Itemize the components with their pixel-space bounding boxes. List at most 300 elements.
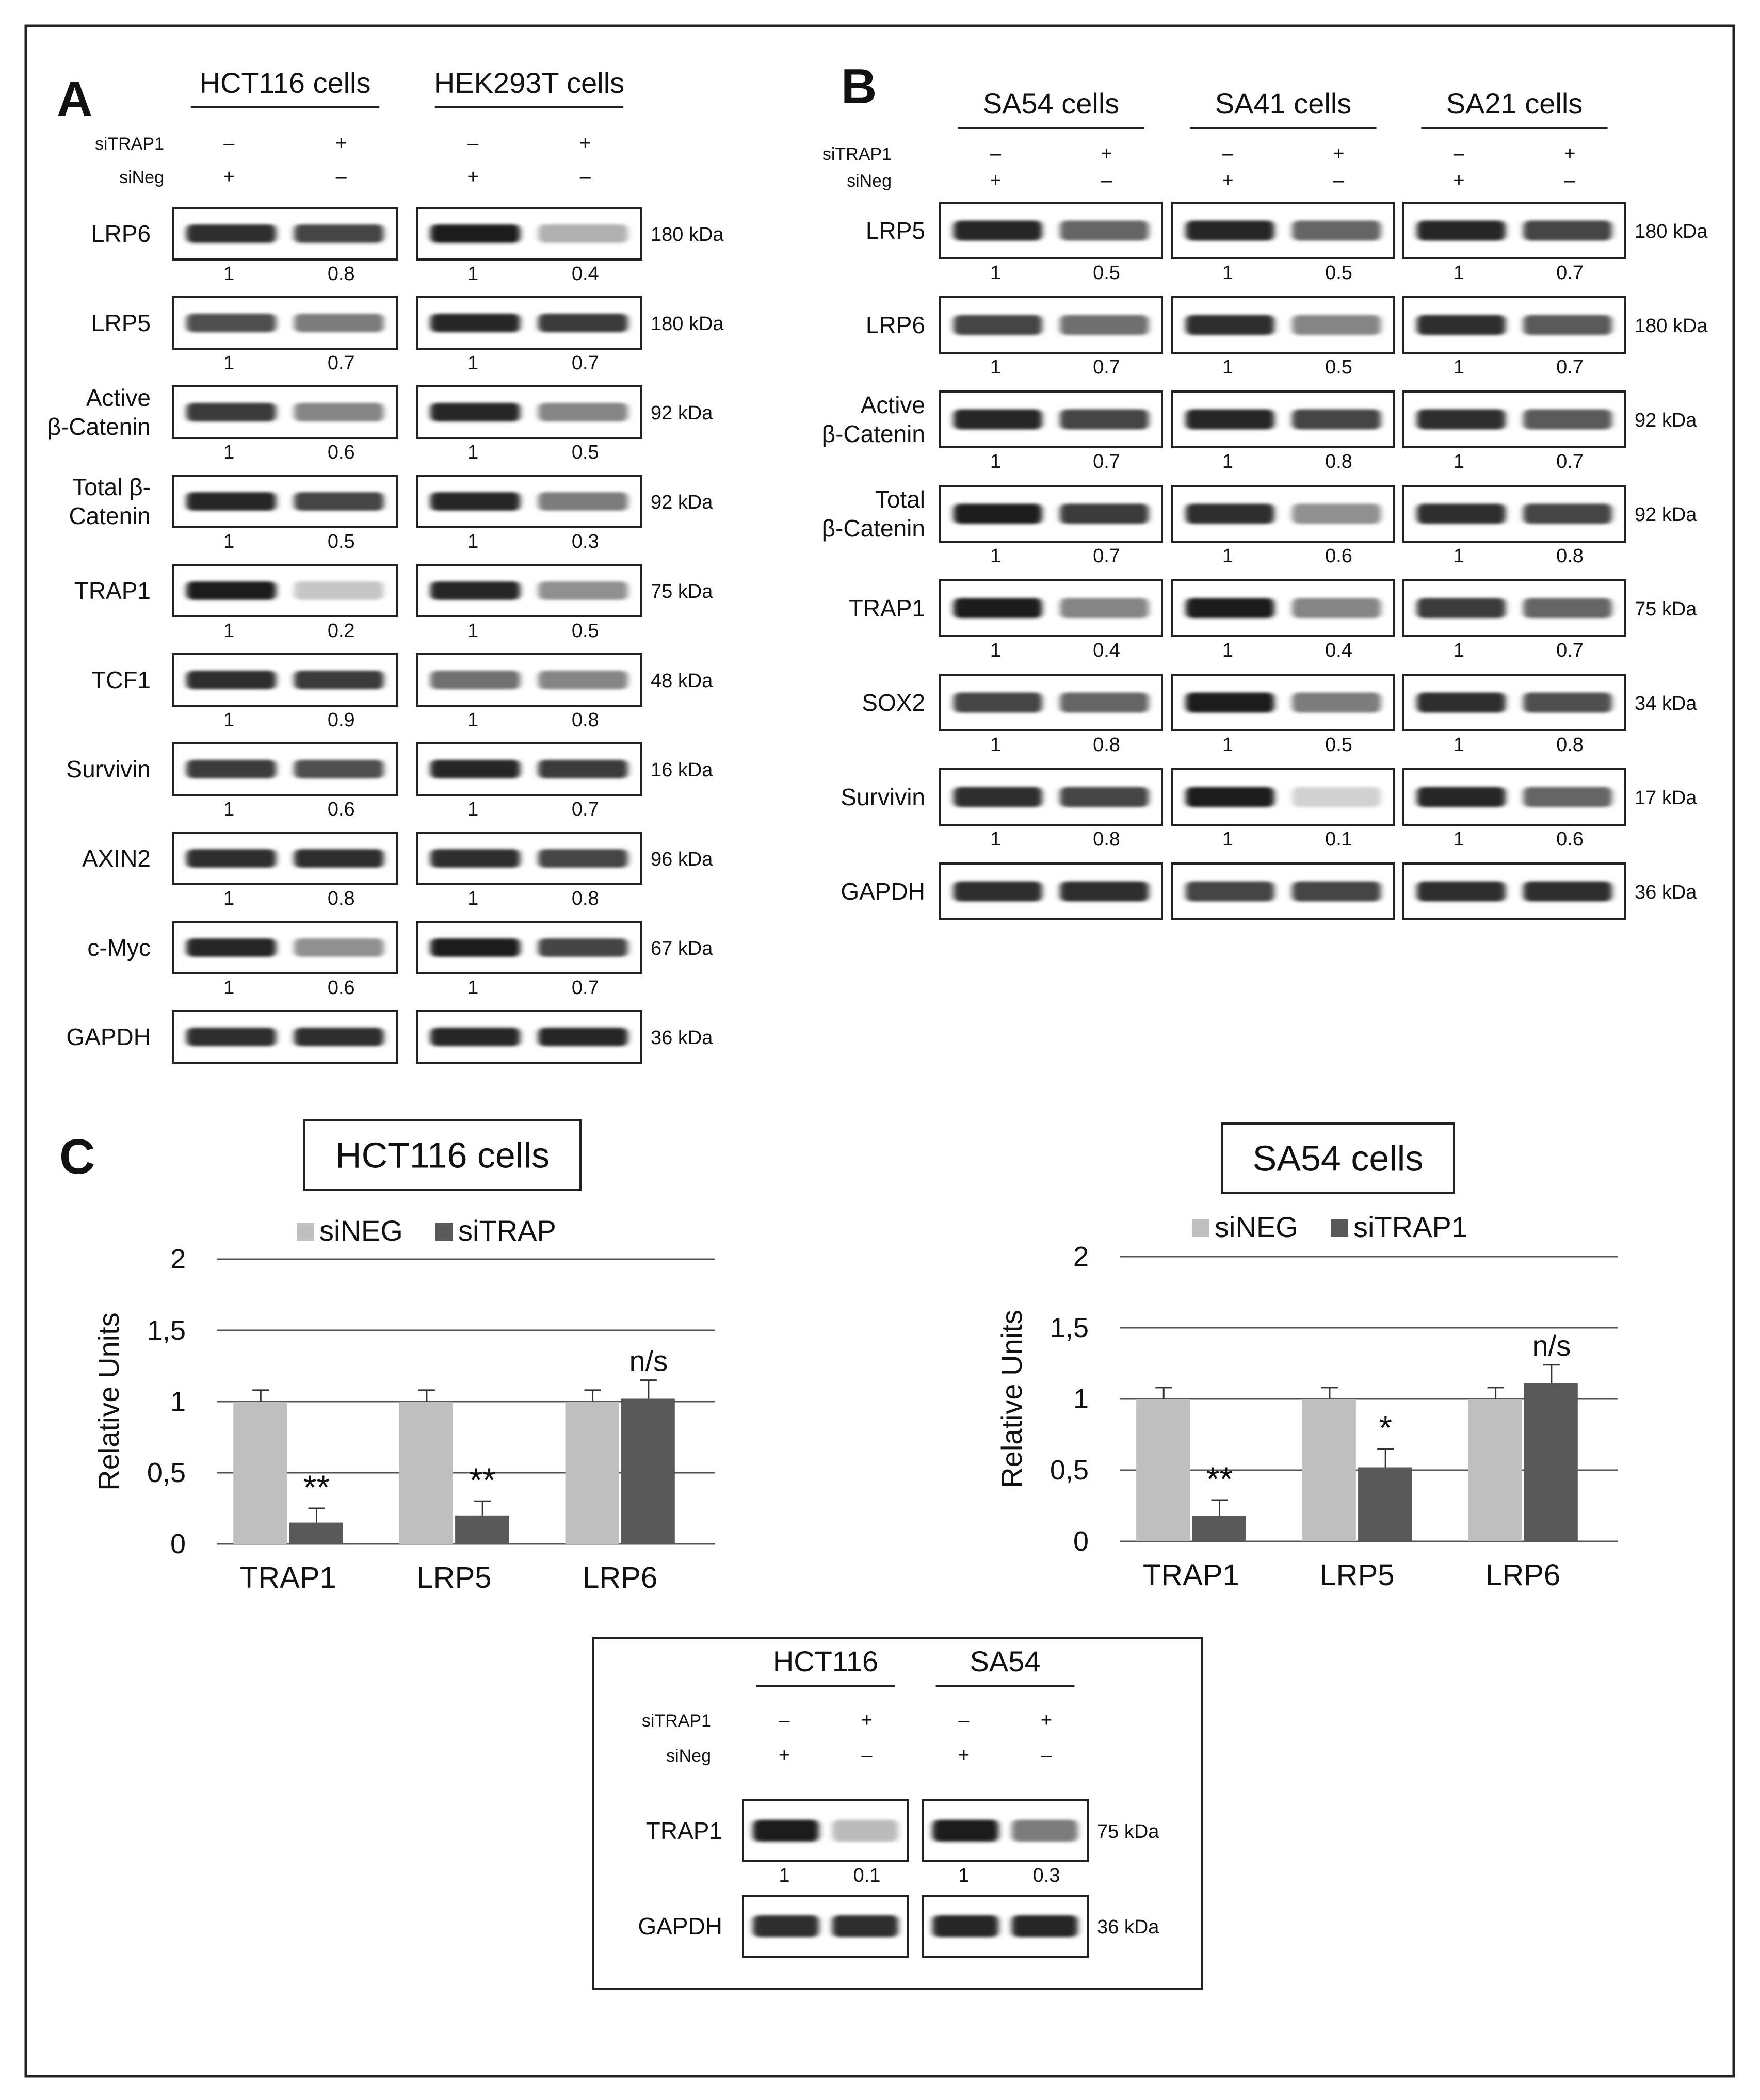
significance-label: ** [1206,1459,1233,1498]
quant-value: 0.7 [571,977,599,999]
protein-label: LRP5 [865,217,925,244]
blot-band [294,581,384,600]
y-tick-label: 0 [1073,1526,1089,1557]
blot-band [1292,504,1381,524]
legend-label: siNEG [319,1214,403,1247]
blot-band [186,938,276,957]
treatment-sign: – [335,166,347,188]
cell-line-header: HEK293T cells [433,67,625,99]
kda-label: 180 kDa [1635,221,1708,242]
legend-swatch [435,1223,453,1241]
treatment-sign: – [579,166,591,188]
quant-value: 0.5 [1325,734,1352,756]
blot-band [1417,315,1506,335]
protein-label: GAPDH [638,1913,722,1940]
y-axis-label: Relative Units [995,1310,1028,1488]
cell-line-header: SA41 cells [1215,87,1352,120]
quant-value: 1 [467,977,479,999]
kda-label: 36 kDa [1097,1916,1159,1938]
blot-band [430,314,520,332]
blot-band [538,403,628,421]
y-tick-label: 2 [1073,1241,1089,1272]
blot-band [1417,693,1506,713]
treatment-sign: + [1040,1710,1053,1731]
blot-band [1012,1915,1078,1937]
treatment-sign: – [861,1745,873,1766]
treatment-sign: + [958,1745,970,1766]
quant-value: 1 [467,799,479,820]
blot-band [1292,221,1381,241]
protein-label: GAPDH [841,878,925,905]
quant-value: 1 [779,1865,790,1886]
panel-a-blots [47,67,724,1063]
treatment-sign: – [1101,170,1112,191]
quant-value: 1 [958,1865,970,1886]
blot-band [186,492,276,511]
quant-value: 1 [467,888,479,909]
blot-band [1186,410,1274,430]
y-tick-label: 1,5 [147,1315,186,1346]
y-tick-label: 1,5 [1049,1312,1089,1343]
quant-value: 1 [467,263,479,285]
quant-value: 0.7 [1556,451,1584,473]
treatment-sign: + [579,133,591,154]
treatment-label: siTRAP1 [94,134,164,154]
protein-label: LRP6 [865,312,925,338]
blot-band [538,492,628,511]
quant-value: 0.7 [327,352,355,374]
blot-band [294,314,384,332]
quant-value: 0.6 [1556,828,1584,850]
quant-value: 0.5 [1093,262,1120,284]
quant-value: 1 [467,442,479,463]
treatment-sign: – [958,1710,970,1731]
protein-label: AXIN2 [82,845,151,872]
blot-band [1417,221,1506,241]
kda-label: 92 kDa [1635,410,1697,431]
quant-value: 1 [223,352,235,374]
quant-value: 0.7 [571,352,599,374]
protein-label: β-Catenin [821,420,925,447]
protein-label: Survivin [841,784,925,810]
treatment-sign: – [1564,170,1576,191]
chart-sa54 [995,1124,1618,1592]
blot-band [430,224,520,243]
blot-band [1523,882,1612,902]
protein-label: TRAP1 [74,577,151,604]
chart-title: HCT116 cells [335,1135,550,1176]
panel-letter-b: B [841,59,877,114]
blot-band [932,1820,998,1842]
blot-band [1186,693,1274,713]
protein-label: β-Catenin [821,515,925,542]
treatment-label: siNeg [119,168,164,187]
quant-value: 1 [223,977,235,999]
kda-label: 180 kDa [1635,315,1708,337]
blot-band [430,760,520,778]
blot-band [932,1915,998,1937]
quant-value: 1 [223,888,235,909]
significance-label: ** [469,1461,496,1500]
blot-band [294,403,384,421]
x-category-label: LRP6 [1485,1558,1561,1592]
bar [399,1402,453,1544]
quant-value: 0.3 [571,531,599,552]
quant-value: 0.5 [1325,262,1352,284]
quant-value: 1 [223,263,235,285]
quant-value: 0.8 [1093,734,1120,756]
treatment-label: siNeg [847,171,892,191]
quant-value: 1 [223,709,235,731]
significance-label: * [1379,1408,1393,1447]
legend-label: siTRAP [458,1214,556,1247]
blot-band [1523,598,1612,618]
significance-label: n/s [629,1344,668,1377]
quant-value: 1 [1453,356,1465,378]
blot-band [1060,221,1149,241]
blot-band [1186,882,1274,902]
blot-band [954,410,1042,430]
quant-value: 0.4 [571,263,599,285]
legend-label: siNEG [1215,1211,1298,1243]
quant-value: 1 [1453,828,1465,850]
blot-band [294,760,384,778]
blot-band [1523,787,1612,807]
quant-value: 1 [223,620,235,642]
blot-band [1523,315,1612,335]
blot-band [1292,882,1381,902]
treatment-sign: + [1564,143,1576,165]
blot-band [954,221,1042,241]
blot-band [538,671,628,689]
blot-band [954,598,1042,618]
blot-band [1060,315,1149,335]
blot-band [832,1820,898,1842]
blot-band [1186,787,1274,807]
blot-band [954,882,1042,902]
protein-label: Total [875,486,925,513]
x-category-label: LRP6 [583,1561,658,1594]
kda-label: 180 kDa [651,224,724,246]
quant-value: 1 [1222,640,1234,661]
blot-band [430,938,520,957]
quant-value: 0.1 [853,1865,881,1886]
blot-band [1186,221,1274,241]
blot-band [1417,787,1506,807]
protein-label: Total β- [72,474,151,500]
blot-band [538,849,628,868]
y-tick-label: 1 [170,1386,186,1417]
x-category-label: LRP5 [1319,1558,1395,1592]
blot-band [186,849,276,868]
blot-band [753,1915,819,1937]
quant-value: 1 [223,799,235,820]
quant-value: 1 [223,442,235,463]
kda-label: 96 kDa [651,849,713,870]
blot-band [294,224,384,243]
quant-value: 0.8 [327,888,355,909]
bar [289,1523,343,1544]
protein-label: LRP5 [91,310,151,336]
quant-value: 0.8 [1325,451,1352,473]
blot-band [1060,787,1149,807]
blot-band [430,403,520,421]
quant-value: 0.8 [1556,545,1584,567]
legend-swatch [1331,1219,1348,1237]
quant-value: 1 [990,356,1002,378]
treatment-sign: + [1101,143,1112,165]
quant-value: 1 [467,531,479,552]
treatment-label: siNeg [666,1746,711,1766]
quant-value: 1 [467,709,479,731]
blot-band [294,492,384,511]
treatment-sign: + [778,1745,790,1766]
treatment-sign: + [1222,170,1234,191]
quant-value: 1 [1453,545,1465,567]
blot-band [1292,787,1381,807]
quant-value: 1 [990,734,1002,756]
blot-band [954,315,1042,335]
protein-label: Active [860,392,925,418]
blot-band [294,938,384,957]
legend-label: siTRAP1 [1353,1211,1467,1243]
bar [1524,1383,1578,1541]
bar [1302,1399,1356,1541]
protein-label: TCF1 [91,666,151,693]
chart-hct116 [92,1120,715,1594]
quant-value: 1 [467,352,479,374]
protein-label: TRAP1 [848,595,925,622]
kda-label: 75 kDa [1097,1821,1159,1843]
bar [566,1402,619,1544]
chart-title: SA54 cells [1252,1138,1424,1179]
treatment-sign: + [335,133,347,154]
quant-value: 0.8 [1556,734,1584,756]
blot-band [186,314,276,332]
treatment-sign: – [1453,143,1465,165]
quant-value: 1 [1453,262,1465,284]
quant-value: 0.7 [1093,545,1120,567]
blot-band [954,693,1042,713]
treatment-sign: – [467,133,479,154]
cell-line-header: SA21 cells [1446,87,1583,120]
blot-band [186,760,276,778]
quant-value: 1 [1222,356,1234,378]
protein-label: c-Myc [87,934,151,961]
blot-band [294,1028,384,1046]
treatment-sign: – [990,143,1002,165]
blot-band [1292,410,1381,430]
quant-value: 1 [990,640,1002,661]
treatment-sign: + [223,166,235,188]
quant-value: 1 [1453,451,1465,473]
quant-value: 0.5 [571,442,599,463]
quant-value: 1 [1222,545,1234,567]
treatment-sign: – [1333,170,1345,191]
protein-label: Catenin [69,502,151,529]
blot-band [294,849,384,868]
treatment-sign: – [223,133,235,154]
x-category-label: TRAP1 [1142,1558,1239,1592]
cell-line-header: HCT116 [772,1645,879,1678]
bar [1192,1516,1246,1541]
quant-value: 1 [1222,734,1234,756]
kda-label: 92 kDa [651,492,713,513]
blot-band [538,224,628,243]
inset-blots [638,1645,1159,1957]
quant-value: 1 [1453,640,1465,661]
significance-label: n/s [1532,1329,1571,1362]
treatment-label: siTRAP1 [822,144,892,164]
blot-band [832,1915,898,1937]
quant-value: 1 [990,451,1002,473]
blot-band [1292,693,1381,713]
protein-label: Survivin [66,756,151,783]
quant-value: 0.7 [1556,262,1584,284]
blot-band [538,1028,628,1046]
blot-band [1186,315,1274,335]
protein-label: LRP6 [91,220,151,247]
protein-label: Active [86,384,151,411]
blot-band [430,671,520,689]
kda-label: 36 kDa [651,1027,713,1049]
legend-swatch [297,1223,314,1241]
y-tick-label: 0 [170,1528,186,1559]
treatment-sign: + [1333,143,1345,165]
quant-value: 0.7 [1556,640,1584,661]
kda-label: 36 kDa [1635,882,1697,903]
blot-band [1417,410,1506,430]
blot-band [186,403,276,421]
kda-label: 75 kDa [651,581,713,603]
bar [1468,1399,1522,1541]
quant-value: 0.5 [1325,356,1352,378]
quant-value: 0.8 [571,888,599,909]
blot-band [430,581,520,600]
protein-label: SOX2 [862,689,925,716]
quant-value: 0.4 [1093,640,1120,661]
quant-value: 1 [990,828,1002,850]
bar [233,1402,287,1544]
y-tick-label: 1 [1073,1383,1089,1414]
quant-value: 0.7 [1093,451,1120,473]
blot-band [1012,1820,1078,1842]
y-tick-label: 2 [170,1244,186,1275]
bar [621,1398,675,1544]
blot-band [1417,504,1506,524]
kda-label: 34 kDa [1635,693,1697,714]
bar [1136,1399,1190,1541]
blot-band [538,938,628,957]
blot-band [430,849,520,868]
quant-value: 0.7 [1556,356,1584,378]
blot-band [538,760,628,778]
blot-band [186,224,276,243]
blot-band [1060,882,1149,902]
quant-value: 0.8 [327,263,355,285]
quant-value: 0.4 [1325,640,1352,661]
treatment-sign: + [990,170,1002,191]
treatment-sign: + [1453,170,1465,191]
blot-band [1523,410,1612,430]
blot-band [1292,598,1381,618]
blot-band [954,787,1042,807]
protein-label: GAPDH [66,1023,151,1050]
quant-value: 0.1 [1325,828,1352,850]
quant-value: 0.5 [327,531,355,552]
cell-line-header: SA54 cells [982,87,1120,120]
blot-band [1186,504,1274,524]
blot-band [186,581,276,600]
quant-value: 1 [223,531,235,552]
quant-value: 0.2 [327,620,355,642]
bar [455,1516,509,1544]
quant-value: 0.8 [571,709,599,731]
x-category-label: LRP5 [416,1561,492,1594]
treatment-sign: + [467,166,479,188]
blot-band [1060,504,1149,524]
bar [1358,1467,1412,1541]
panel-letter-c: C [59,1129,95,1184]
quant-value: 0.7 [571,799,599,820]
kda-label: 48 kDa [651,670,713,692]
blot-band [1523,693,1612,713]
cell-line-header: HCT116 cells [199,67,371,99]
quant-value: 1 [990,545,1002,567]
quant-value: 1 [990,262,1002,284]
quant-value: 1 [1222,828,1234,850]
blot-band [1417,882,1506,902]
blot-band [1417,598,1506,618]
quant-value: 1 [1453,734,1465,756]
kda-label: 180 kDa [651,313,724,335]
quant-value: 0.3 [1032,1865,1060,1886]
blot-band [538,314,628,332]
quant-value: 0.7 [1093,356,1120,378]
x-category-label: TRAP1 [239,1561,336,1594]
treatment-label: siTRAP1 [641,1711,711,1731]
kda-label: 75 kDa [1635,598,1697,620]
blot-band [186,671,276,689]
kda-label: 67 kDa [651,938,713,959]
y-axis-label: Relative Units [92,1312,125,1491]
kda-label: 17 kDa [1635,787,1697,809]
quant-value: 0.6 [327,977,355,999]
blot-band [1523,221,1612,241]
quant-value: 0.6 [327,799,355,820]
quant-value: 0.6 [1325,545,1352,567]
kda-label: 16 kDa [651,759,713,781]
quant-value: 1 [1222,262,1234,284]
protein-label: TRAP1 [645,1817,722,1844]
treatment-sign: – [1222,143,1234,165]
blot-band [753,1820,819,1842]
treatment-sign: – [1041,1745,1052,1766]
blot-band [1060,693,1149,713]
treatment-sign: + [861,1710,873,1731]
y-tick-label: 0,5 [147,1457,186,1488]
blot-band [186,1028,276,1046]
kda-label: 92 kDa [1635,504,1697,526]
legend-swatch [1192,1219,1209,1237]
protein-label: β-Catenin [47,413,151,440]
blot-band [1060,598,1149,618]
quant-value: 0.5 [571,620,599,642]
panel-letter-a: A [57,72,93,127]
blot-band [430,1028,520,1046]
kda-label: 92 kDa [651,402,713,424]
blot-band [1186,598,1274,618]
